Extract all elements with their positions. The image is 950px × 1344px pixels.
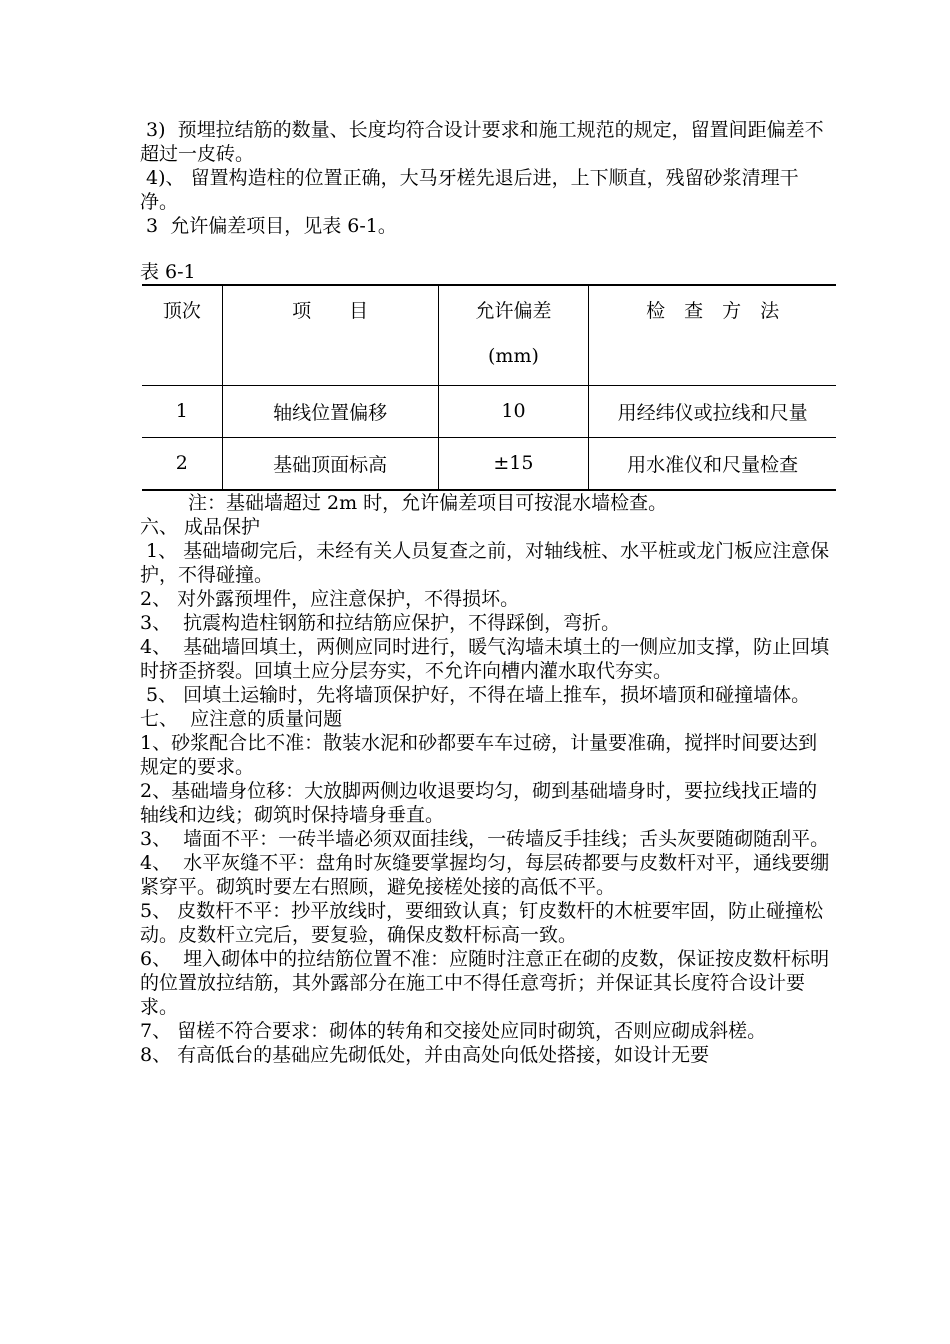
paragraph: 1、砂浆配合比不准：散装水泥和砂都要车车过磅，计量要准确，搅拌时间要达到规定的要求。 (140, 731, 818, 778)
paragraph: 3 允许偏差项目，见表 6-1。 (140, 215, 397, 237)
cell-tolerance: ±15 (438, 437, 588, 490)
table-header-row (142, 285, 836, 385)
paragraph: 5、 皮数杆不平：抄平放线时，要细致认真；钉皮数杆的木桩要牢固，防止碰撞松动。皮数杆立完后，要复验，确保皮数杆标高一致。 (140, 899, 824, 946)
paragraph: 8、 有高低台的基础应先砌低处，并由高处向低处搭接，如设计无要 (140, 1043, 710, 1066)
header-unit: (mm) (488, 345, 539, 367)
paragraph: 4、 水平灰缝不平：盘角时灰缝要掌握均匀，每层砖都要与皮数杆对平，通线要绷紧穿平。砌筑时要左右照顾，避免接槎处接的高低不平。 (140, 851, 830, 898)
table-caption: 表 6-1 (140, 261, 196, 283)
paragraph: 7、 留槎不符合要求：砌体的转角和交接处应同时砌筑，否则应砌成斜槎。 (140, 1019, 767, 1042)
paragraph: 3、 抗震构造柱钢筋和拉结筋应保护，不得踩倒，弯折。 (140, 611, 621, 634)
paragraph: 1、 基础墙砌完后，未经有关人员复查之前，对轴线桩、水平桩或龙门板应注意保护，不得碰撞。 (140, 539, 830, 586)
tolerance-table (142, 284, 836, 491)
header-item: 项 目 (222, 285, 438, 385)
paragraph: 3、 墙面不平：一砖半墙必须双面挂线，一砖墙反手挂线；舌头灰要随砌随刮平。 (140, 827, 830, 850)
header-tolerance-label: 允许偏差 (475, 300, 552, 322)
cell-no: 2 (142, 437, 222, 490)
table-note: 注：基础墙超过 2m 时，允许偏差项目可按混水墙检查。 (188, 491, 668, 514)
header-tolerance (438, 285, 588, 385)
document-page (140, 118, 830, 1067)
paragraph: 2、 对外露预埋件，应注意保护，不得损坏。 (140, 587, 520, 610)
paragraph: 2、基础墙身位移：大放脚两侧边收退要均匀，砌到基础墙身时，要拉线找正墙的轴线和边线；砌筑时保持墙身垂直。 (140, 779, 818, 826)
section-heading: 七、 应注意的质量问题 (140, 707, 343, 730)
paragraph: 5、 回填土运输时，先将墙顶保护好，不得在墙上推车，损坏墙顶和碰撞墙体。 (140, 683, 811, 706)
header-method: 检 查 方 法 (589, 285, 836, 385)
cell-method: 用经纬仪或拉线和尺量 (589, 385, 836, 437)
paragraph: 6、 埋入砌体中的拉结筋位置不准：应随时注意正在砌的皮数，保证按皮数杆标明的位置放拉结筋，其外露部分在施工中不得任意弯折；并保证其长度符合设计要求。 (140, 947, 830, 1018)
cell-no: 1 (142, 385, 222, 437)
table-row (142, 437, 836, 490)
paragraph: 4)、 留置构造柱的位置正确，大马牙槎先退后进，上下顺直，残留砂浆清理干净。 (140, 167, 799, 213)
paragraph: 3) 预埋拉结筋的数量、长度均符合设计要求和施工规范的规定，留置间距偏差不超过一皮砖。 (140, 119, 824, 165)
section-heading: 六、 成品保护 (140, 515, 261, 538)
cell-tolerance: 10 (438, 385, 588, 437)
cell-item: 基础顶面标高 (222, 437, 438, 490)
header-no: 顶次 (142, 285, 222, 385)
paragraph: 4、 基础墙回填土，两侧应同时进行，暖气沟墙未填土的一侧应加支撑，防止回填时挤歪挤裂。回填土应分层夯实，不允许向槽内灌水取代夯实。 (140, 635, 830, 682)
table-row (142, 385, 836, 437)
cell-item: 轴线位置偏移 (222, 385, 438, 437)
cell-method: 用水准仪和尺量检查 (627, 453, 799, 476)
